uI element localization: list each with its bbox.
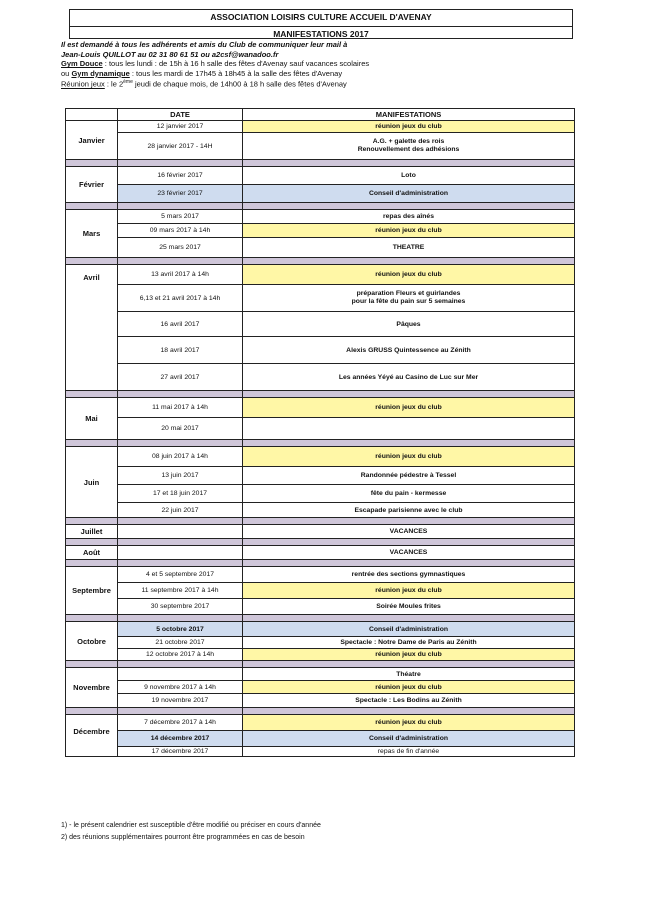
table-row [66,485,575,503]
row-date: 5 mars 2017 [118,210,243,224]
row-event: fête du pain - kermesse [243,485,575,503]
month-novembre: Novembre [66,668,118,708]
footnote-2: 2) des réunions supplémentaires pourront être programmées en cas de besoin [61,834,305,841]
table-row [66,599,575,615]
row-event: Escapade parisienne avec le club [243,503,575,518]
footnote-1: 1) - le présent calendrier est susceptible d'être modifié ou préciser en cours d'année [61,822,321,829]
table-header [66,109,575,121]
row-event: Conseil d'administration [243,185,575,203]
row-date: 23 février 2017 [118,185,243,203]
row-date: 13 juin 2017 [118,467,243,485]
row-event: Spectacle : Les Bodins au Zénith [243,694,575,708]
gym-dyn-line [61,69,369,79]
row-event: réunion jeux du club [243,224,575,238]
row-event [243,285,575,312]
table-row [66,747,575,757]
row-date: 17 et 18 juin 2017 [118,485,243,503]
document-subtitle: MANIFESTATIONS 2017 [70,26,572,39]
separator-row [66,661,575,668]
header-blank [66,109,118,121]
table-row [66,715,575,731]
row-event: réunion jeux du club [243,265,575,285]
row-event: Spectacle : Notre Dame de Paris au Zénith [243,637,575,649]
table-row [66,133,575,160]
table-row [66,622,575,637]
gym-douce-label: Gym Douce [61,59,103,69]
row-date: 11 septembre 2017 à 14h [118,583,243,599]
month-juin: Juin [66,447,118,518]
row-event: VACANCES [243,546,575,560]
separator-row [66,708,575,715]
row-date: 28 janvier 2017 - 14H [118,133,243,160]
table-row [66,681,575,694]
row-event: réunion jeux du club [243,715,575,731]
row-date: 22 juin 2017 [118,503,243,518]
table-row [66,731,575,747]
month-janvier: Janvier [66,121,118,160]
reunion-sup: ème [123,79,133,86]
header-event: MANIFESTATIONS [243,109,575,121]
month-aout: Août [66,546,118,560]
separator-row [66,539,575,546]
row-date: 27 avril 2017 [118,364,243,391]
row-date: 14 décembre 2017 [118,731,243,747]
row-event: Conseil d'administration [243,731,575,747]
row-date: 18 avril 2017 [118,337,243,364]
table-row [66,467,575,485]
row-event [243,418,575,440]
row-date: 16 avril 2017 [118,312,243,337]
row-date: 5 octobre 2017 [118,622,243,637]
table-row [66,398,575,418]
row-date [118,668,243,681]
table-row [66,649,575,661]
row-event: Soirée Moules frites [243,599,575,615]
row-date: 08 juin 2017 à 14h [118,447,243,467]
month-decembre: Décembre [66,715,118,757]
row-date: 16 février 2017 [118,167,243,185]
table-row [66,312,575,337]
separator-row [66,160,575,167]
table-row [66,637,575,649]
table-row [66,364,575,391]
table-row [66,546,575,560]
row-date: 25 mars 2017 [118,238,243,258]
event-line-2: Renouvellement des adhésions [357,146,460,153]
row-event: Alexis GRUSS Quintessence au Zénith [243,337,575,364]
row-event: repas des aînés [243,210,575,224]
row-date: 9 novembre 2017 à 14h [118,681,243,694]
row-date [118,546,243,560]
row-event: Théatre [243,668,575,681]
row-date: 12 octobre 2017 à 14h [118,649,243,661]
separator-row [66,440,575,447]
row-date: 20 mai 2017 [118,418,243,440]
month-avril: Avril [66,265,118,391]
event-line-2: pour la fête du pain sur 5 semaines [351,298,466,305]
row-event: réunion jeux du club [243,649,575,661]
intro-line-2: Jean-Louis QUILLOT au 02 31 80 61 51 ou a2csf@wanadoo.fr [61,49,279,59]
row-event: repas de fin d'année [243,747,575,757]
row-event: Les années Yéyé au Casino de Luc sur Mer [243,364,575,391]
row-date: 12 janvier 2017 [118,121,243,133]
row-event: Loto [243,167,575,185]
row-date: 13 avril 2017 à 14h [118,265,243,285]
row-event: réunion jeux du club [243,447,575,467]
reunion-line [61,78,369,89]
intro-text [61,40,369,89]
row-date: 17 décembre 2017 [118,747,243,757]
table-row [66,525,575,539]
gym-douce-text: : tous les lundi : de 15h à 16 h salle des fêtes d'Avenay sauf vacances scolaires [102,59,370,69]
document-title: ASSOCIATION LOISIRS CULTURE ACCUEIL D'AVENAY [210,12,432,22]
month-fevrier: Février [66,167,118,203]
gym-dyn-prefix: ou [61,68,72,78]
row-date: 7 décembre 2017 à 14h [118,715,243,731]
row-event: Randonnée pédestre à Tessel [243,467,575,485]
table-row [66,418,575,440]
row-date: 4 et 5 septembre 2017 [118,567,243,583]
table-row [66,121,575,133]
title-box [69,9,573,39]
table-row [66,694,575,708]
month-mai: Mai [66,398,118,440]
row-event: Conseil d'administration [243,622,575,637]
month-juillet: Juillet [66,525,118,539]
month-octobre: Octobre [66,622,118,661]
row-event: réunion jeux du club [243,583,575,599]
separator-row [66,203,575,210]
gym-douce-line [61,59,369,69]
separator-row [66,258,575,265]
row-date: 6,13 et 21 avril 2017 à 14h [118,285,243,312]
table-row [66,210,575,224]
reunion-label: Réunion jeux [61,79,105,89]
separator-row [66,560,575,567]
row-date: 30 septembre 2017 [118,599,243,615]
table-row [66,503,575,518]
table-row [66,567,575,583]
row-event: THEATRE [243,238,575,258]
event-line-1: préparation Fleurs et guirlandes [356,289,461,297]
table-row [66,265,575,285]
row-event: rentrée des sections gymnastiques [243,567,575,583]
intro-line-1: Il est demandé à tous les adhérents et amis du Club de communiquer leur mail à [61,40,348,49]
table-row [66,668,575,681]
row-date: 09 mars 2017 à 14h [118,224,243,238]
separator-row [66,391,575,398]
table-row [66,167,575,185]
month-septembre: Septembre [66,567,118,615]
separator-row [66,518,575,525]
table-row [66,285,575,312]
gym-dyn-label: Gym dynamique [71,68,130,78]
row-event [243,133,575,160]
row-event: réunion jeux du club [243,681,575,694]
row-date: 21 octobre 2017 [118,637,243,649]
row-event: VACANCES [243,525,575,539]
row-date: 11 mai 2017 à 14h [118,398,243,418]
header-date: DATE [118,109,243,121]
row-date [118,525,243,539]
table-row [66,185,575,203]
separator-row [66,615,575,622]
gym-dyn-text: : tous les mardi de 17h45 à 18h45 à la salle des fêtes d'Avenay [129,68,343,78]
table-row [66,337,575,364]
row-event: réunion jeux du club [243,121,575,133]
table-row [66,447,575,467]
schedule-table [65,108,575,757]
row-event: réunion jeux du club [243,398,575,418]
footnotes [61,820,321,844]
row-event: Pâques [243,312,575,337]
table-row [66,238,575,258]
table-row [66,224,575,238]
reunion-pre: : le 2 [104,79,124,89]
reunion-text: jeudi de chaque mois, de 14h00 à 18 h salle des fêtes d'Avenay [132,79,347,89]
row-date: 19 novembre 2017 [118,694,243,708]
event-line-1: A.G. + galette des rois [372,137,445,145]
month-mars: Mars [66,210,118,258]
table-row [66,583,575,599]
